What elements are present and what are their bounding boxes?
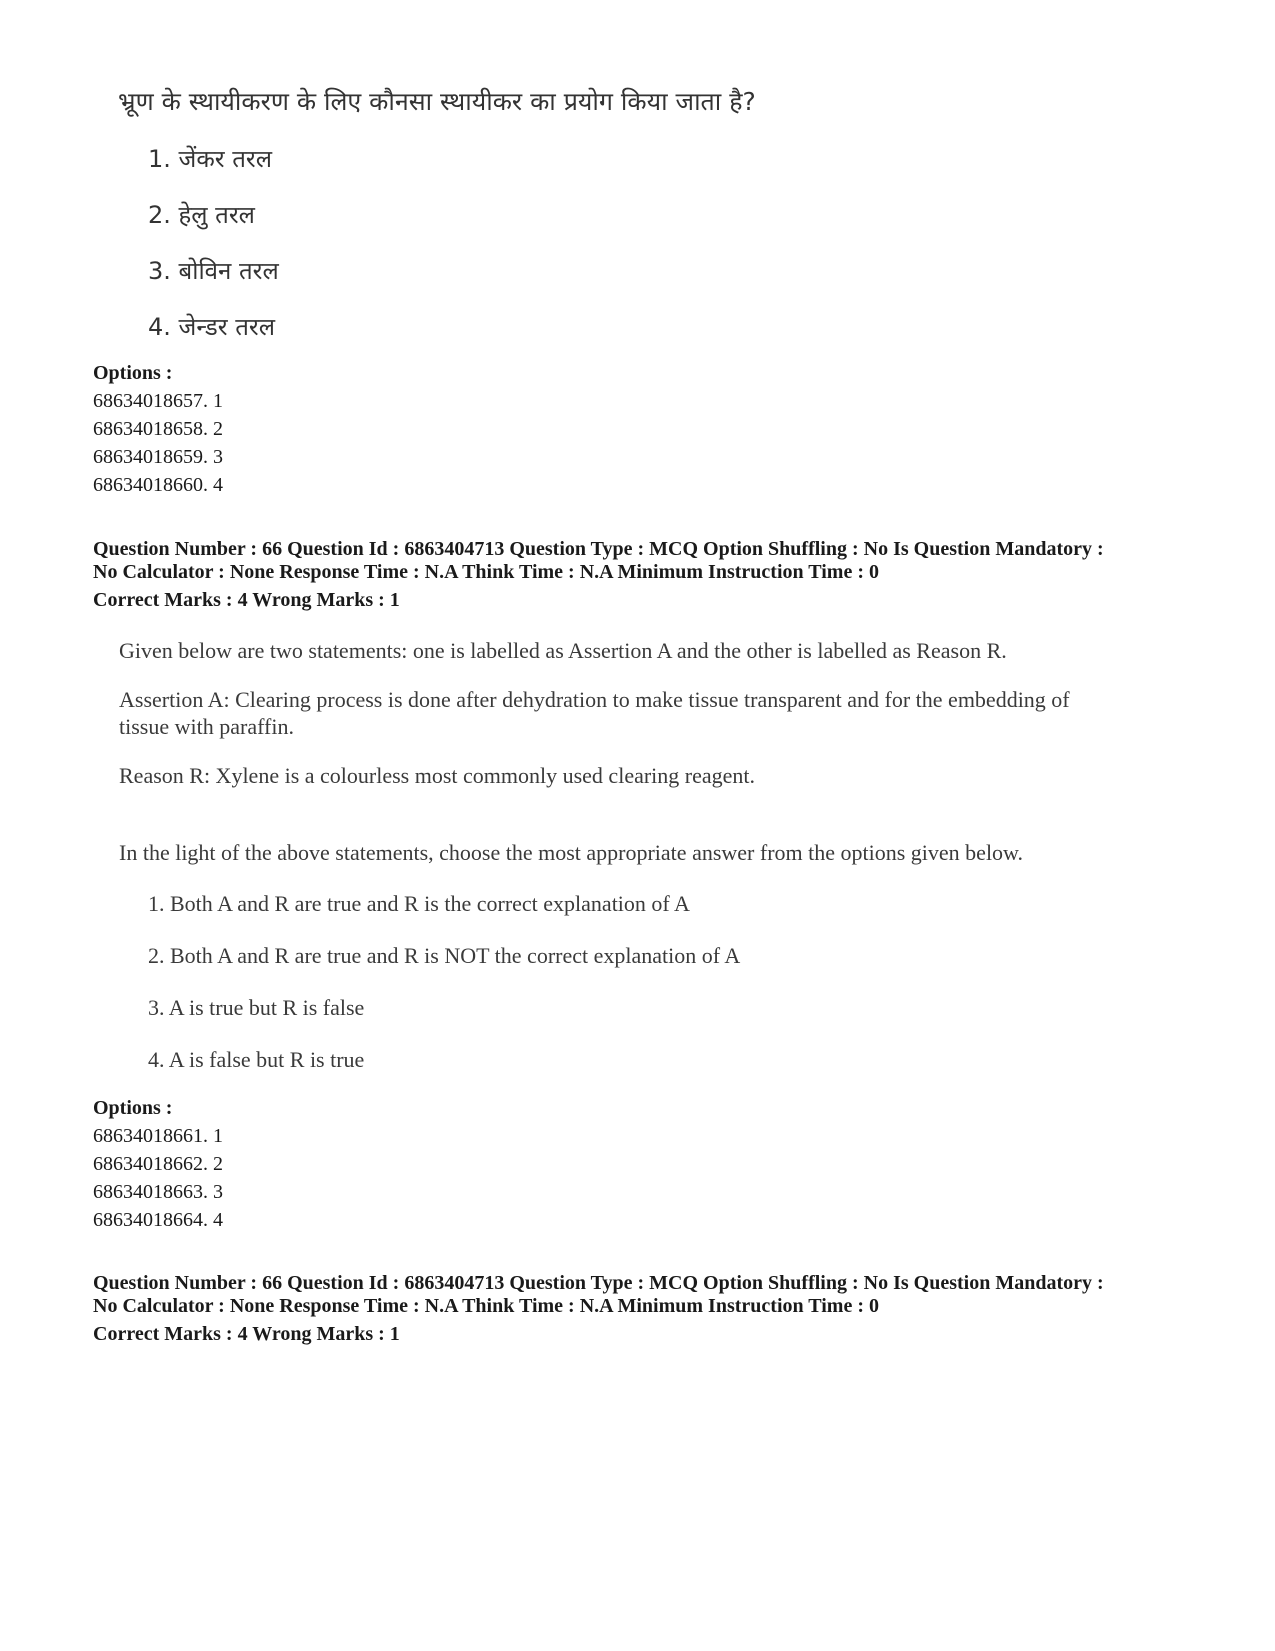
marks-line: Correct Marks : 4 Wrong Marks : 1 <box>93 1323 400 1345</box>
option-id: 68634018660. 4 <box>93 474 223 496</box>
option-id: 68634018658. 2 <box>93 418 223 440</box>
question-2-instruction: In the light of the above statements, choose the most appropriate answer from the options given below. <box>119 840 1024 865</box>
question-2-choice-1: 1. Both A and R are true and R is the correct explanation of A <box>148 891 690 916</box>
question-meta-line: No Calculator : None Response Time : N.A Think Time : N.A Minimum Instruction Time : 0 <box>93 561 879 583</box>
marks-line: Correct Marks : 4 Wrong Marks : 1 <box>93 589 400 611</box>
question-2-choice-4: 4. A is false but R is true <box>148 1047 365 1072</box>
assertion-text-continued: tissue with paraffin. <box>119 714 294 739</box>
option-id: 68634018659. 3 <box>93 446 223 468</box>
question-1-choice-4: 4. जेन्डर तरल <box>148 313 275 341</box>
question-1-text: भ्रूण के स्थायीकरण के लिए कौनसा स्थायीकर का प्रयोग किया जाता है? <box>118 87 756 116</box>
options-label: Options : <box>93 362 173 384</box>
question-meta-line: Question Number : 66 Question Id : 6863404713 Question Type : MCQ Option Shuffling : No Is Question Mandatory : <box>93 1272 1104 1294</box>
question-1-choice-1: 1. जेंकर तरल <box>148 145 272 173</box>
question-2-intro: Given below are two statements: one is labelled as Assertion A and the other is labelled as Reason R. <box>119 638 1007 663</box>
option-id: 68634018662. 2 <box>93 1153 223 1175</box>
reason-text: Reason R: Xylene is a colourless most commonly used clearing reagent. <box>119 763 756 788</box>
question-1-choice-3: 3. बोविन तरल <box>148 257 279 285</box>
question-2-choice-2: 2. Both A and R are true and R is NOT the correct explanation of A <box>148 943 741 968</box>
question-2-choice-3: 3. A is true but R is false <box>148 995 365 1020</box>
option-id: 68634018661. 1 <box>93 1125 223 1147</box>
option-id: 68634018657. 1 <box>93 390 223 412</box>
question-1-choice-2: 2. हेलु तरल <box>148 201 255 229</box>
assertion-text: Assertion A: Clearing process is done after dehydration to make tissue transparent and for the embedding of <box>119 687 1070 712</box>
question-meta-line: Question Number : 66 Question Id : 6863404713 Question Type : MCQ Option Shuffling : No Is Question Mandatory : <box>93 538 1104 560</box>
option-id: 68634018664. 4 <box>93 1209 223 1231</box>
option-id: 68634018663. 3 <box>93 1181 223 1203</box>
options-label: Options : <box>93 1097 173 1119</box>
question-meta-line: No Calculator : None Response Time : N.A Think Time : N.A Minimum Instruction Time : 0 <box>93 1295 879 1317</box>
